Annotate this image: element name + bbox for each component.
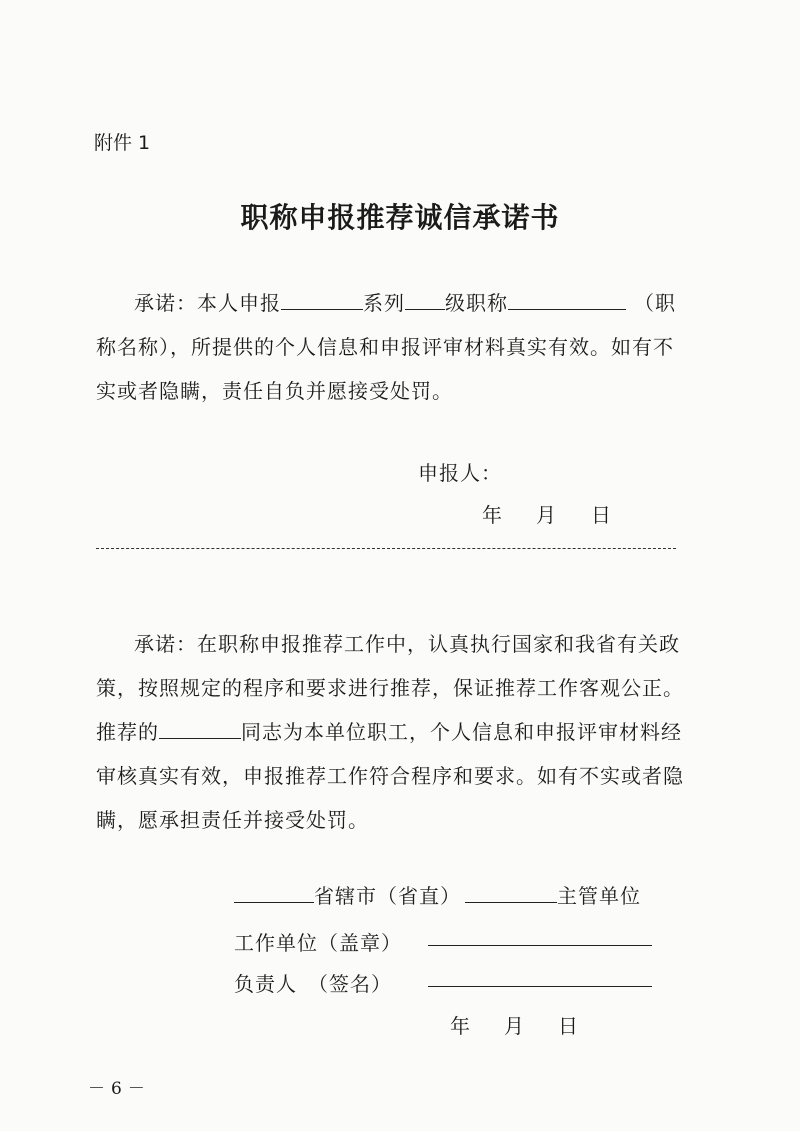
level-label: 级职称 <box>445 291 508 315</box>
applicant-line-1-suffix: （职 <box>634 291 676 315</box>
page-title: 职称申报推荐诚信承诺书 <box>240 201 560 234</box>
section-divider <box>96 548 676 549</box>
attachment-label: 附件 1 <box>94 132 151 154</box>
unit-label: 工作单位（盖章） <box>234 931 402 955</box>
recommender-line-2: 策，按照规定的程序和要求进行推荐，保证推荐工作客观公正。 <box>96 676 684 700</box>
city-row <box>234 880 641 909</box>
recommender-line-1: 承诺：在职称申报推荐工作中，认真执行国家和我省有关政 <box>134 632 680 656</box>
dept-blank[interactable] <box>465 884 557 903</box>
head-label: 负责人 （签名） <box>234 972 392 996</box>
series-blank[interactable] <box>281 291 363 310</box>
applicant-date-year: 年 <box>482 503 503 527</box>
recommender-line-4: 审核真实有效，申报推荐工作符合程序和要求。如有不实或者隐 <box>96 764 684 788</box>
applicant-line-2: 称名称），所提供的个人信息和申报评审材料真实有效。如有不 <box>96 335 674 359</box>
title-name-blank[interactable] <box>508 291 626 310</box>
recommender-date-year: 年 <box>450 1014 471 1038</box>
series-label: 系列 <box>363 291 405 315</box>
unit-seal-line[interactable] <box>428 945 652 946</box>
nominee-blank[interactable] <box>159 720 241 739</box>
applicant-date-month: 月 <box>536 503 557 527</box>
recommender-line-3 <box>96 716 682 745</box>
recommender-line-3-suffix: 同志为本单位职工，个人信息和申报评审材料经 <box>241 720 682 744</box>
head-signature-line[interactable] <box>428 986 652 987</box>
city-label: 省辖市（省直） <box>314 884 461 908</box>
recommender-line-5: 瞒，愿承担责任并接受处罚。 <box>96 808 369 832</box>
dept-label: 主管单位 <box>557 884 641 908</box>
applicant-line-1 <box>134 287 676 316</box>
recommender-date-day: 日 <box>558 1014 579 1038</box>
city-blank[interactable] <box>234 884 314 903</box>
applicant-line-3: 实或者隐瞒，责任自负并愿接受处罚。 <box>96 379 453 403</box>
applicant-date-day: 日 <box>591 503 612 527</box>
declarant-label: 申报人： <box>418 461 502 485</box>
recommender-line-3-prefix: 推荐的 <box>96 720 159 744</box>
page-number: －6－ <box>88 1079 151 1099</box>
applicant-line-1-prefix: 承诺：本人申报 <box>134 291 281 315</box>
recommender-date-month: 月 <box>504 1014 525 1038</box>
level-blank[interactable] <box>405 291 445 310</box>
